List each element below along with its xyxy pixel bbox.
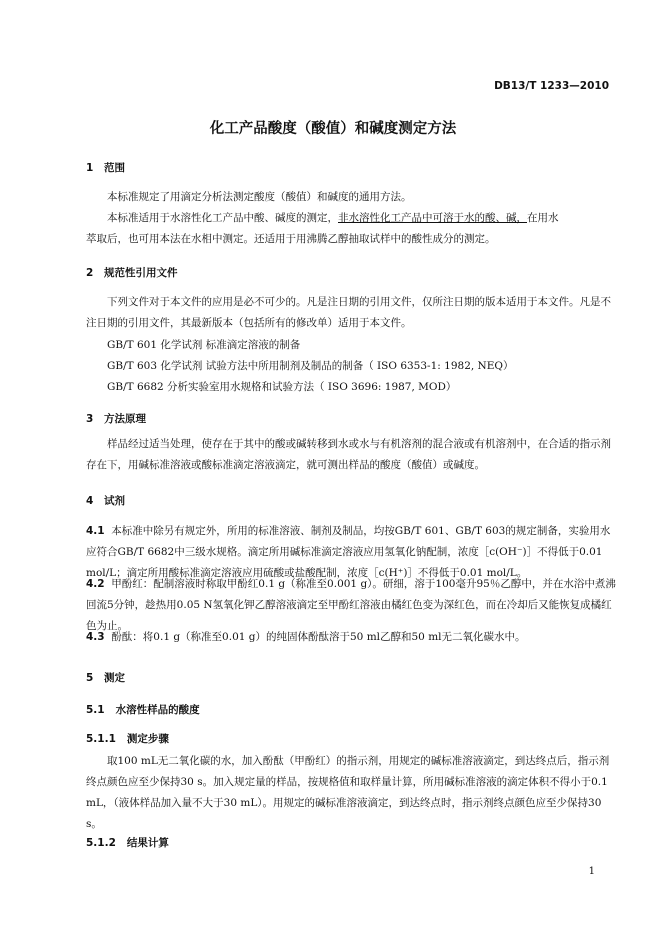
subsection-title: 水溶性样品的酸度 bbox=[115, 704, 200, 716]
section-title: 测定 bbox=[104, 672, 125, 684]
reagent-item-4-3 bbox=[86, 627, 618, 648]
standard-code: DB13/T 1233—2010 bbox=[494, 80, 609, 92]
item-text: 本标准中除另有规定外，所用的标准溶液、制剂及制品，均按GB/T 601、GB/T 603的规定制备，实验用水应符合GB/T 6682中三级水规格。滴定所用碱标准滴定溶液应用氢氧化钠配制，浓度［c(OH⁻)］不得低于0.01 mol/L；滴定所用酸标准滴定溶液应用硫酸或盐酸配制，浓度［c(H⁺)］不得低于0.01 mol/L。 bbox=[86, 525, 611, 579]
section-title: 试剂 bbox=[104, 495, 125, 507]
section-1-para-2 bbox=[86, 208, 618, 250]
item-number: 4.3 bbox=[86, 631, 105, 643]
subsection-title: 测定步骤 bbox=[126, 733, 169, 745]
section-5-heading bbox=[86, 670, 125, 685]
subsection-5-1-heading bbox=[86, 702, 200, 717]
item-number: 4.2 bbox=[86, 578, 105, 590]
page-number: 1 bbox=[588, 866, 595, 877]
item-number: 4.1 bbox=[86, 525, 105, 537]
section-1-para-1: 本标准规定了用滴定分析法测定酸度（酸值）和碱度的通用方法。 bbox=[107, 191, 412, 203]
subsection-number: 5.1.1 bbox=[86, 733, 116, 745]
subsection-number: 5.1.2 bbox=[86, 837, 116, 849]
subsection-title: 结果计算 bbox=[126, 837, 169, 849]
section-3-para-1: 样品经过适当处理，使存在于其中的酸或碱转移到水或水与有机溶剂的混合液或有机溶剂中，在合适的指示剂存在下，用碱标准溶液或酸标准滴定溶液滴定，就可测出样品的酸度（酸值）或碱度。 bbox=[86, 438, 611, 471]
reference-item: GB/T 603 化学试剂 试验方法中所用制剂及制品的制备（ ISO 6353-1: 1982, NEQ） bbox=[107, 360, 514, 372]
section-3-heading bbox=[86, 411, 146, 426]
document-title: 化工产品酸度（酸值）和碱度测定方法 bbox=[209, 121, 457, 137]
scope-text-b: 在用水 bbox=[527, 212, 559, 224]
subsection-5-1-1-heading bbox=[86, 731, 169, 746]
subsection-number: 5.1 bbox=[86, 704, 105, 716]
section-title: 方法原理 bbox=[104, 413, 146, 425]
scope-underlined-text: 非水溶性化工产品中可溶于水的酸、碱， bbox=[338, 212, 527, 224]
item-text: 酚酞：将0.1 g（称准至0.01 g）的纯固体酚酞溶于50 ml乙醇和50 ml无二氧化碳水中。 bbox=[111, 631, 526, 643]
scope-text-a: 本标准适用于水溶性化工产品中酸、碱度的测定， bbox=[107, 212, 338, 224]
section-title: 范围 bbox=[104, 162, 125, 174]
reference-item: GB/T 6682 分析实验室用水规格和试验方法（ ISO 3696: 1987, MOD） bbox=[107, 381, 457, 393]
section-number: 1 bbox=[86, 162, 94, 174]
section-2-heading bbox=[86, 265, 178, 280]
procedure-paragraph: 取100 mL无二氧化碳的水，加入酚酞（甲酚红）的指示剂，用规定的碱标准溶液滴定，到达终点后，指示剂终点颜色应至少保持30 s。加入规定量的样品，按规格值和取样量计算，所用碱标准溶液的滴定体积不得小于0.1 mL，（液体样品加入量不大于30 mL）。用规定的碱标准溶液滴定，到达终点时，指示剂终点颜色应至少保持30 s。 bbox=[86, 755, 610, 830]
section-number: 3 bbox=[86, 413, 94, 425]
subsection-5-1-2-heading bbox=[86, 835, 169, 850]
section-title: 规范性引用文件 bbox=[104, 267, 178, 279]
section-number: 2 bbox=[86, 267, 94, 279]
reference-item: GB/T 601 化学试剂 标准滴定溶液的制备 bbox=[107, 339, 301, 351]
section-number: 4 bbox=[86, 495, 94, 507]
scope-text-c: 萃取后，也可用本法在水相中测定。还适用于用沸腾乙醇抽取试样中的酸性成分的测定。 bbox=[86, 233, 496, 245]
item-text: 甲酚红：配制溶液时称取甲酚红0.1 g（称准至0.001 g）。研细，溶于100毫升95％乙醇中，并在水浴中煮沸回流5分钟，趁热用0.05 N氢氧化钾乙醇溶液滴定至甲酚红溶液由橘红色变为深红色，而在冷却后又能恢复成橘红色为止。 bbox=[86, 578, 616, 632]
section-1-heading bbox=[86, 160, 125, 175]
section-number: 5 bbox=[86, 672, 94, 684]
section-2-para-1: 下列文件对于本文件的应用是必不可少的。凡是注日期的引用文件，仅所注日期的版本适用于本文件。凡是不注日期的引用文件，其最新版本（包括所有的修改单）适用于本文件。 bbox=[86, 296, 611, 329]
section-4-heading bbox=[86, 493, 125, 508]
